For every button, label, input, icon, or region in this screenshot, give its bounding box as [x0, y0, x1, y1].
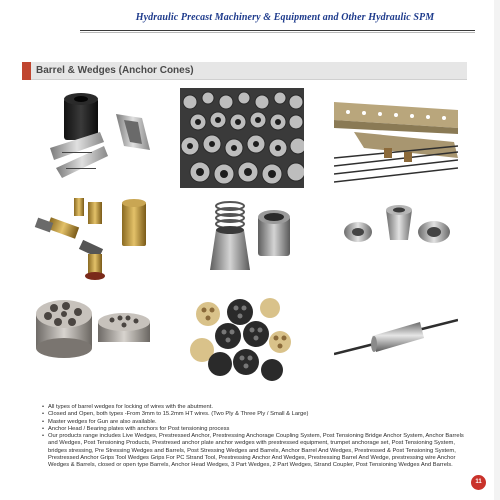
- anchor-cones-bulk-photo: [180, 88, 304, 188]
- multi-hole-anchor-heads-photo: [28, 292, 152, 392]
- list-item: • Anchor Head / Bearing plates with anchors for Post tensioning process: [42, 426, 470, 433]
- list-item: • All types of barrel wedges for locking of wires with the abutment.: [42, 404, 470, 411]
- heading-accent-tab: [22, 62, 31, 80]
- page-header-title: Hydraulic Precast Machinery & Equipment and Other Hydraulic SPM: [135, 12, 435, 23]
- strand-coupler-photo: [334, 292, 458, 392]
- header-divider-secondary: [80, 32, 475, 33]
- spring-wedge-barrel-photo: [180, 192, 304, 292]
- page-number-badge: 11: [471, 475, 486, 490]
- anchor-plates-with-wedges-photo: [180, 292, 304, 392]
- strand-anchor-channel-photo: [334, 88, 458, 188]
- page-edge-shadow: [494, 0, 500, 500]
- list-item: • Closed and Open, both types -From 3mm to 15.2mm HT wires. (Two Ply & Three Ply / Small & Large): [42, 411, 470, 418]
- list-item: • Master wedges for Gun are also available.: [42, 419, 470, 426]
- header-divider: [80, 30, 475, 31]
- barrel-and-split-wedges-photo: [42, 88, 166, 188]
- open-type-barrels-photo: [334, 192, 458, 292]
- list-item: • Our products range includes Live Wedges, Prestressed Anchor, Prestressing Anchorage Coupling System, Post Tensioning Bridge Anchor System, Anchor Barrels and Wedges, Post Tensioning Products, Prestresed anchor plate anchor wedges with prestressed equipment, trumpet anchorage set, Post Tensioning System, bridges stressing, Pre Stressing Wedges and Barrels, Post Stressing Wedges and Barrels, Anchor Barrel And Wedges, Prestressed & Post Tensioning System, Prestressed Anchor Grips Tool Wedges Grips For PC Strand Tool, Prestressing Anchor And Wedges, Prestressing Barrel And Wedge, prestressing wire Anchor Wedges & Barrels, closed or open type Barrels, Anchor Head Wedges, 3 Part Wedges, 2 Part Wedges, Strand Coupler, Post Tensioning Wedges And Barrels.: [42, 433, 470, 469]
- section-heading: Barrel & Wedges (Anchor Cones): [36, 65, 194, 76]
- product-description-list: [42, 404, 470, 470]
- section-heading-bar: [22, 62, 467, 80]
- brass-barrel-couplers-photo: [30, 192, 154, 292]
